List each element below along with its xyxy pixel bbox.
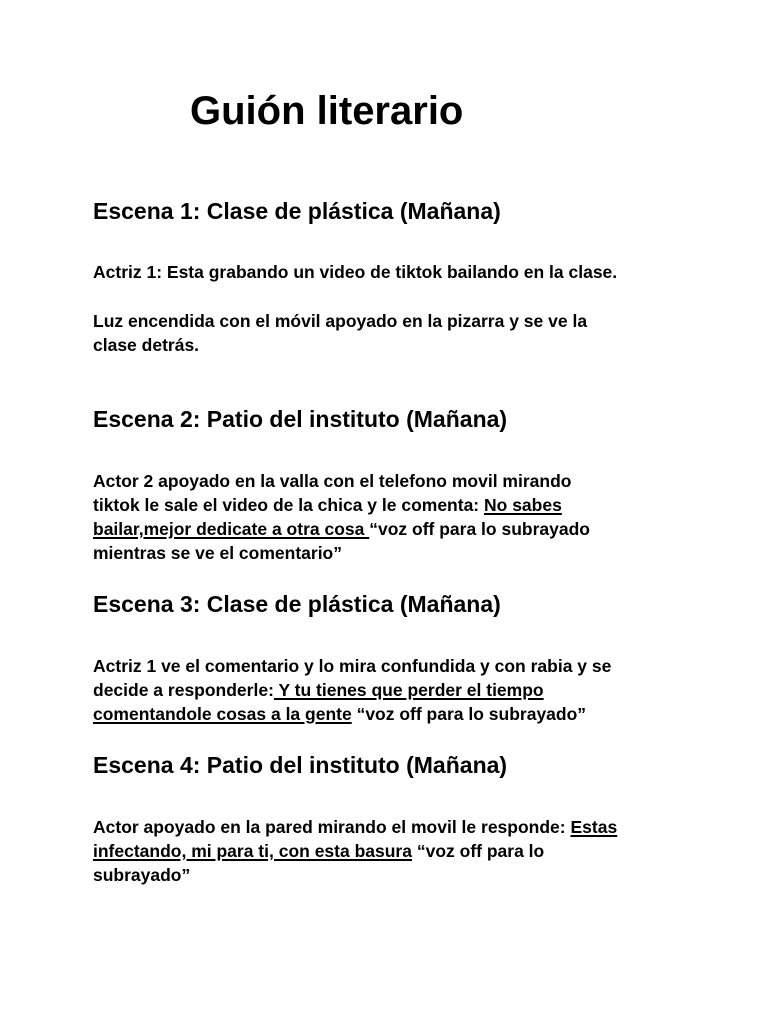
- scene-2-underlined-quote-part-1: No sabes: [484, 495, 562, 515]
- scene-1-paragraph-1: Actriz 1: Esta grabando un video de tiktok bailando en la clase.: [93, 262, 618, 282]
- scene-1-paragraph-2-line-1: Luz encendida con el móvil apoyado en la pizarra y se ve la: [93, 311, 588, 331]
- scene-2-line-1: Actor 2 apoyado en la valla con el telefono movil mirando: [93, 471, 572, 491]
- scene-1-paragraph-2-line-2: clase detrás.: [93, 335, 200, 355]
- scene-4-heading: Escena 4: Patio del instituto (Mañana): [93, 752, 508, 778]
- scene-3-paragraph: [93, 654, 693, 726]
- scene-1-heading: Escena 1: Clase de plástica (Mañana): [93, 198, 501, 224]
- scene-4-voice-off-note-part-1: “voz off para lo: [411, 841, 545, 861]
- scene-2-voice-off-note-part-2: mientras se ve el comentario”: [93, 543, 342, 563]
- scene-1-paragraph-2: [93, 309, 693, 357]
- scene-2-heading: Escena 2: Patio del instituto (Mañana): [93, 406, 508, 432]
- scene-4-line-1: Actor apoyado en la pared mirando el movil le responde:: [93, 817, 571, 837]
- scene-2-line-2: tiktok le sale el video de la chica y le comenta:: [93, 495, 484, 515]
- scene-3-line-1: Actriz 1 ve el comentario y lo mira confundida y con rabia y se: [93, 656, 612, 676]
- scene-3-underlined-quote-part-2: comentandole cosas a la gente: [93, 704, 352, 724]
- scene-4-underlined-quote-part-1: Estas: [570, 817, 618, 837]
- document-title: Guión literario: [190, 89, 464, 133]
- scene-3-heading: Escena 3: Clase de plástica (Mañana): [93, 591, 501, 617]
- scene-4-underlined-quote-part-2: infectando, mi para ti, con esta basura: [93, 841, 412, 861]
- scene-2-underlined-quote-part-2: bailar,mejor dedicate a otra cosa: [93, 519, 370, 539]
- scene-4-paragraph: [93, 815, 693, 887]
- scene-3-underlined-quote-part-1: Y tu tienes que perder el tiempo: [273, 680, 544, 700]
- scene-3-line-2: decide a responderle:: [93, 680, 274, 700]
- scene-4-voice-off-note-part-2: subrayado”: [93, 865, 191, 885]
- scene-2-voice-off-note-part-1: “voz off para lo subrayado: [369, 519, 590, 539]
- scene-2-paragraph: [93, 469, 693, 565]
- scene-3-voice-off-note: “voz off para lo subrayado”: [351, 704, 587, 724]
